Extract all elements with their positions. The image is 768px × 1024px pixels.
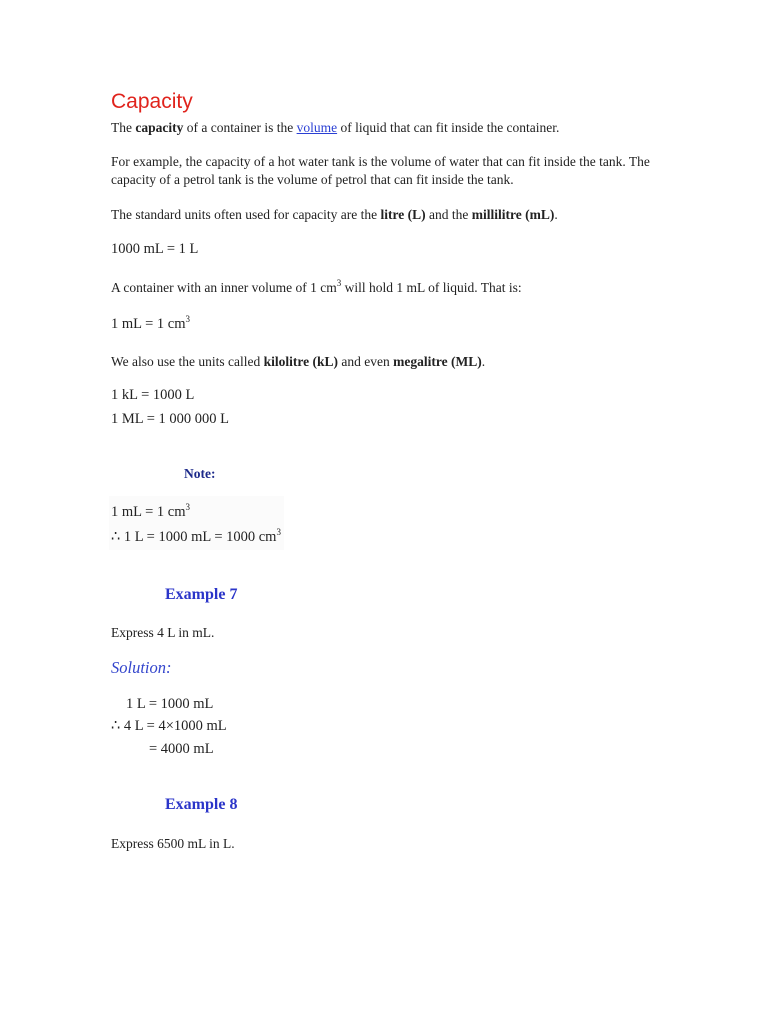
solution-label: Solution:: [111, 658, 172, 677]
example7-question: Express 4 L in mL.: [111, 625, 215, 640]
units-pre: The standard units often used for capacity are the: [111, 207, 381, 222]
container-pre: A container with an inner volume of 1 cm: [111, 280, 337, 295]
intro-post: of liquid that can fit inside the container.: [337, 120, 560, 135]
solution-line-1: 1 L = 1000 mL: [126, 696, 214, 712]
intro-mid: of a container is the: [183, 120, 297, 135]
megalitre-bold: megalitre (ML): [393, 354, 482, 369]
page-title: Capacity: [111, 90, 193, 113]
note-label: Note:: [184, 466, 216, 481]
millilitre-bold: millilitre (mL): [471, 207, 555, 222]
container-volume-paragraph: [111, 279, 671, 297]
note-equation-2: [111, 529, 281, 546]
units-mid: and the: [425, 207, 472, 222]
example8-question: Express 6500 mL in L.: [111, 836, 235, 851]
note-line2-sup: 3: [276, 527, 281, 537]
kilolitre-bold: kilolitre (kL): [263, 354, 339, 369]
note-line2-text: ∴ 1 L = 1000 mL = 1000 cm: [111, 529, 277, 545]
intro-pre: The: [111, 120, 136, 135]
intro-bold-capacity: capacity: [135, 120, 184, 135]
equation-ml-cm3: [111, 316, 190, 333]
also-pre: We also use the units called: [111, 354, 264, 369]
note-line1-sup: 3: [185, 502, 190, 512]
eq2-text: 1 mL = 1 cm: [111, 316, 186, 332]
equation-kl: 1 kL = 1000 L: [111, 387, 195, 403]
volume-link[interactable]: volume: [296, 120, 338, 135]
litre-bold: litre (L): [380, 207, 426, 222]
equation-ml-mega: 1 ML = 1 000 000 L: [111, 411, 229, 427]
solution-line-2: ∴ 4 L = 4×1000 mL: [111, 718, 227, 734]
container-sup: 3: [336, 278, 342, 288]
solution-line-3: = 4000 mL: [149, 741, 214, 757]
equation-ml-to-l: 1000 mL = 1 L: [111, 241, 199, 257]
capacity-definition: [111, 119, 671, 137]
also-units-paragraph: [111, 353, 671, 371]
units-post: .: [554, 207, 558, 222]
eq2-sup: 3: [185, 314, 190, 324]
standard-units-paragraph: [111, 206, 671, 224]
note-line1-text: 1 mL = 1 cm: [111, 504, 186, 520]
also-mid: and even: [338, 354, 394, 369]
note-equation-1: [111, 504, 190, 521]
example-paragraph: For example, the capacity of a hot water tank is the volume of water that can fit inside the tank. The capacity of a petrol tank is the volume of petrol that can fit inside the tank.: [111, 154, 650, 187]
example8-heading: Example 8: [165, 796, 238, 813]
also-post: .: [481, 354, 486, 369]
container-post: will hold 1 mL of liquid. That is:: [341, 280, 522, 295]
example7-heading: Example 7: [165, 586, 238, 603]
